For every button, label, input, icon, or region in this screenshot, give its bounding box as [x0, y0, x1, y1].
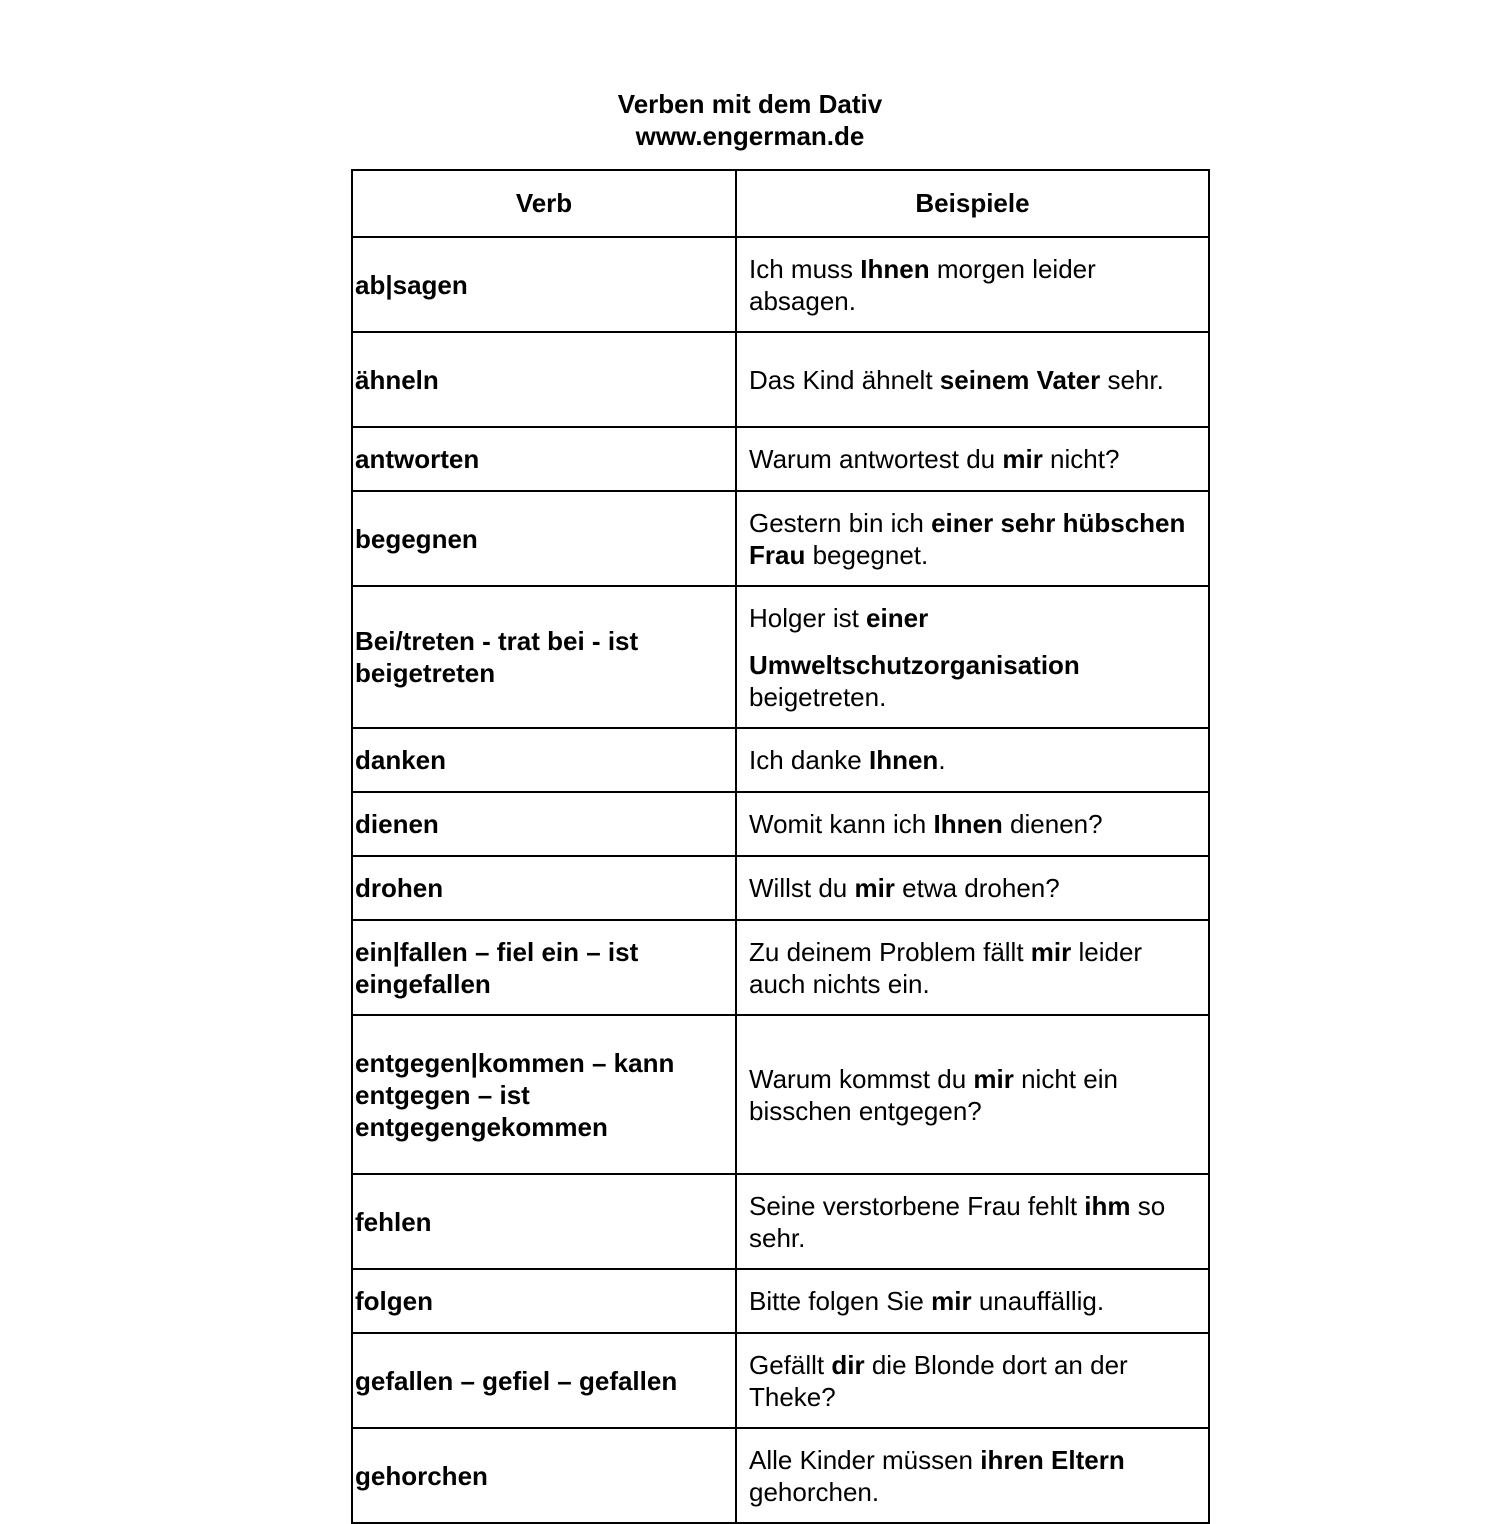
verb-line: folgen [355, 1286, 433, 1316]
verb-line: dienen [355, 809, 439, 839]
table-row [352, 1174, 1209, 1269]
verb-cell [352, 1428, 736, 1523]
example-text: Warum antwortest du [749, 444, 1003, 474]
example-text: unauffällig. [971, 1286, 1105, 1316]
example-cell [736, 1015, 1209, 1174]
example-text: nicht ein bisschen entgegen? [749, 1063, 1118, 1126]
verb-cell [352, 1174, 736, 1269]
line-break [749, 634, 1196, 649]
example-cell [736, 856, 1209, 920]
table-row [352, 1015, 1209, 1174]
example-cell [736, 1428, 1209, 1523]
verb-line: entgegen|kommen – kann [355, 1047, 675, 1078]
example-sentence [749, 443, 1196, 475]
table-row [352, 1269, 1209, 1333]
example-text: Gestern bin ich [749, 507, 932, 538]
example-text: Holger ist [749, 602, 867, 633]
example-text: Gefällt [749, 1349, 832, 1380]
example-text: Das Kind ähnelt [749, 364, 940, 395]
document-header [0, 88, 1500, 152]
example-text: beigetreten. [749, 681, 887, 712]
dative-object: dir [831, 1349, 865, 1380]
example-text: so sehr. [749, 1190, 1166, 1253]
column-header-verb: Verb [352, 170, 736, 237]
example-cell [736, 427, 1209, 491]
verb-cell [352, 792, 736, 856]
table-header-row [352, 170, 1209, 237]
verb-cell [352, 920, 736, 1015]
example-sentence [749, 1444, 1196, 1508]
example-text: sehr. [1100, 364, 1164, 395]
example-cell [736, 491, 1209, 586]
example-sentence [749, 1349, 1196, 1413]
verb-line: danken [355, 745, 447, 775]
example-cell [736, 792, 1209, 856]
table-row [352, 920, 1209, 1015]
example-cell [736, 1333, 1209, 1428]
example-text: morgen leider absagen. [749, 253, 1096, 316]
example-text: gehorchen. [749, 1476, 880, 1507]
example-sentence [749, 872, 1196, 904]
table-row [352, 856, 1209, 920]
example-sentence [749, 744, 1196, 776]
example-text: . [938, 745, 946, 775]
verb-line: entgegengekommen [355, 1111, 608, 1142]
example-text: dienen? [1002, 809, 1103, 839]
dative-object: seinem Vater [939, 364, 1101, 395]
example-cell [736, 728, 1209, 792]
verb-line: drohen [355, 873, 444, 903]
table-row [352, 237, 1209, 332]
dative-object: mir [1030, 936, 1072, 967]
verb-cell [352, 1333, 736, 1428]
example-text: Willst du [749, 873, 855, 903]
example-sentence [749, 253, 1196, 317]
verb-cell [352, 728, 736, 792]
example-sentence [749, 1190, 1196, 1254]
verb-line: antworten [355, 444, 480, 474]
verb-line: begegnen [355, 523, 478, 554]
verb-line: fehlen [355, 1206, 432, 1237]
verb-line: entgegen – ist [355, 1079, 530, 1110]
dative-object: Umweltschutzorganisation [749, 649, 1080, 680]
example-sentence [749, 1063, 1196, 1127]
example-text: Zu deinem Problem fällt [749, 936, 1031, 967]
example-text: Bitte folgen Sie [749, 1286, 932, 1316]
verb-line: ein|fallen – fiel ein – ist [355, 936, 639, 967]
verb-line: beigetreten [355, 658, 496, 688]
verb-line: Bei/treten - trat bei - ist [355, 626, 639, 656]
table-row [352, 491, 1209, 586]
table-row [352, 586, 1209, 728]
column-header-examples: Beispiele [736, 170, 1209, 237]
verb-line: gehorchen [355, 1460, 488, 1491]
example-sentence [749, 1285, 1196, 1317]
example-text: begegnet. [805, 539, 929, 570]
dative-object: Ihnen [933, 809, 1003, 839]
dative-object: ihm [1084, 1190, 1131, 1221]
table-row [352, 728, 1209, 792]
example-text: Alle Kinder müssen [749, 1444, 981, 1475]
example-text: leider auch nichts ein. [749, 936, 1143, 999]
example-sentence [749, 602, 1196, 713]
verb-cell [352, 1269, 736, 1333]
example-cell [736, 237, 1209, 332]
table-row [352, 1333, 1209, 1428]
example-text: etwa drohen? [894, 873, 1060, 903]
verb-cell [352, 491, 736, 586]
dative-object: Ihnen [860, 253, 930, 284]
example-sentence [749, 507, 1196, 571]
document-title: Verben mit dem Dativ [617, 89, 883, 119]
verb-line: gefallen – gefiel – gefallen [355, 1365, 678, 1396]
dative-object: mir [1002, 444, 1043, 474]
example-cell [736, 920, 1209, 1015]
example-text: Ich muss [749, 253, 861, 284]
document-subtitle: www.engerman.de [635, 121, 865, 151]
verb-line: ab|sagen [355, 269, 468, 300]
verb-cell [352, 1015, 736, 1174]
table-row [352, 1428, 1209, 1523]
example-sentence [749, 936, 1196, 1000]
example-cell [736, 586, 1209, 728]
example-sentence [749, 364, 1196, 396]
example-sentence [749, 808, 1196, 840]
example-text: nicht? [1042, 444, 1120, 474]
dative-object: mir [931, 1286, 972, 1316]
example-text: Ich danke [749, 745, 869, 775]
verb-cell [352, 856, 736, 920]
table-row [352, 792, 1209, 856]
dative-object: Ihnen [868, 745, 939, 775]
verb-cell [352, 427, 736, 491]
verb-table [351, 169, 1210, 1524]
example-text: Womit kann ich [749, 809, 934, 839]
table-row [352, 332, 1209, 427]
dative-object: einer sehr hübschen Frau [749, 507, 1186, 570]
dative-object: mir [854, 873, 895, 903]
dative-object: mir [973, 1063, 1014, 1094]
verb-cell [352, 237, 736, 332]
example-text: Seine verstorbene Frau fehlt [749, 1190, 1085, 1221]
example-text: die Blonde dort an der Theke? [749, 1349, 1128, 1412]
dative-object: ihren Eltern [980, 1444, 1125, 1475]
table-row [352, 427, 1209, 491]
verb-line: ähneln [355, 364, 439, 395]
verb-line: eingefallen [355, 968, 491, 999]
dative-object: einer [866, 602, 929, 633]
example-cell [736, 1269, 1209, 1333]
example-cell [736, 1174, 1209, 1269]
example-text: Warum kommst du [749, 1063, 974, 1094]
example-cell [736, 332, 1209, 427]
verb-cell [352, 332, 736, 427]
table-body [352, 237, 1209, 1523]
verb-cell [352, 586, 736, 728]
